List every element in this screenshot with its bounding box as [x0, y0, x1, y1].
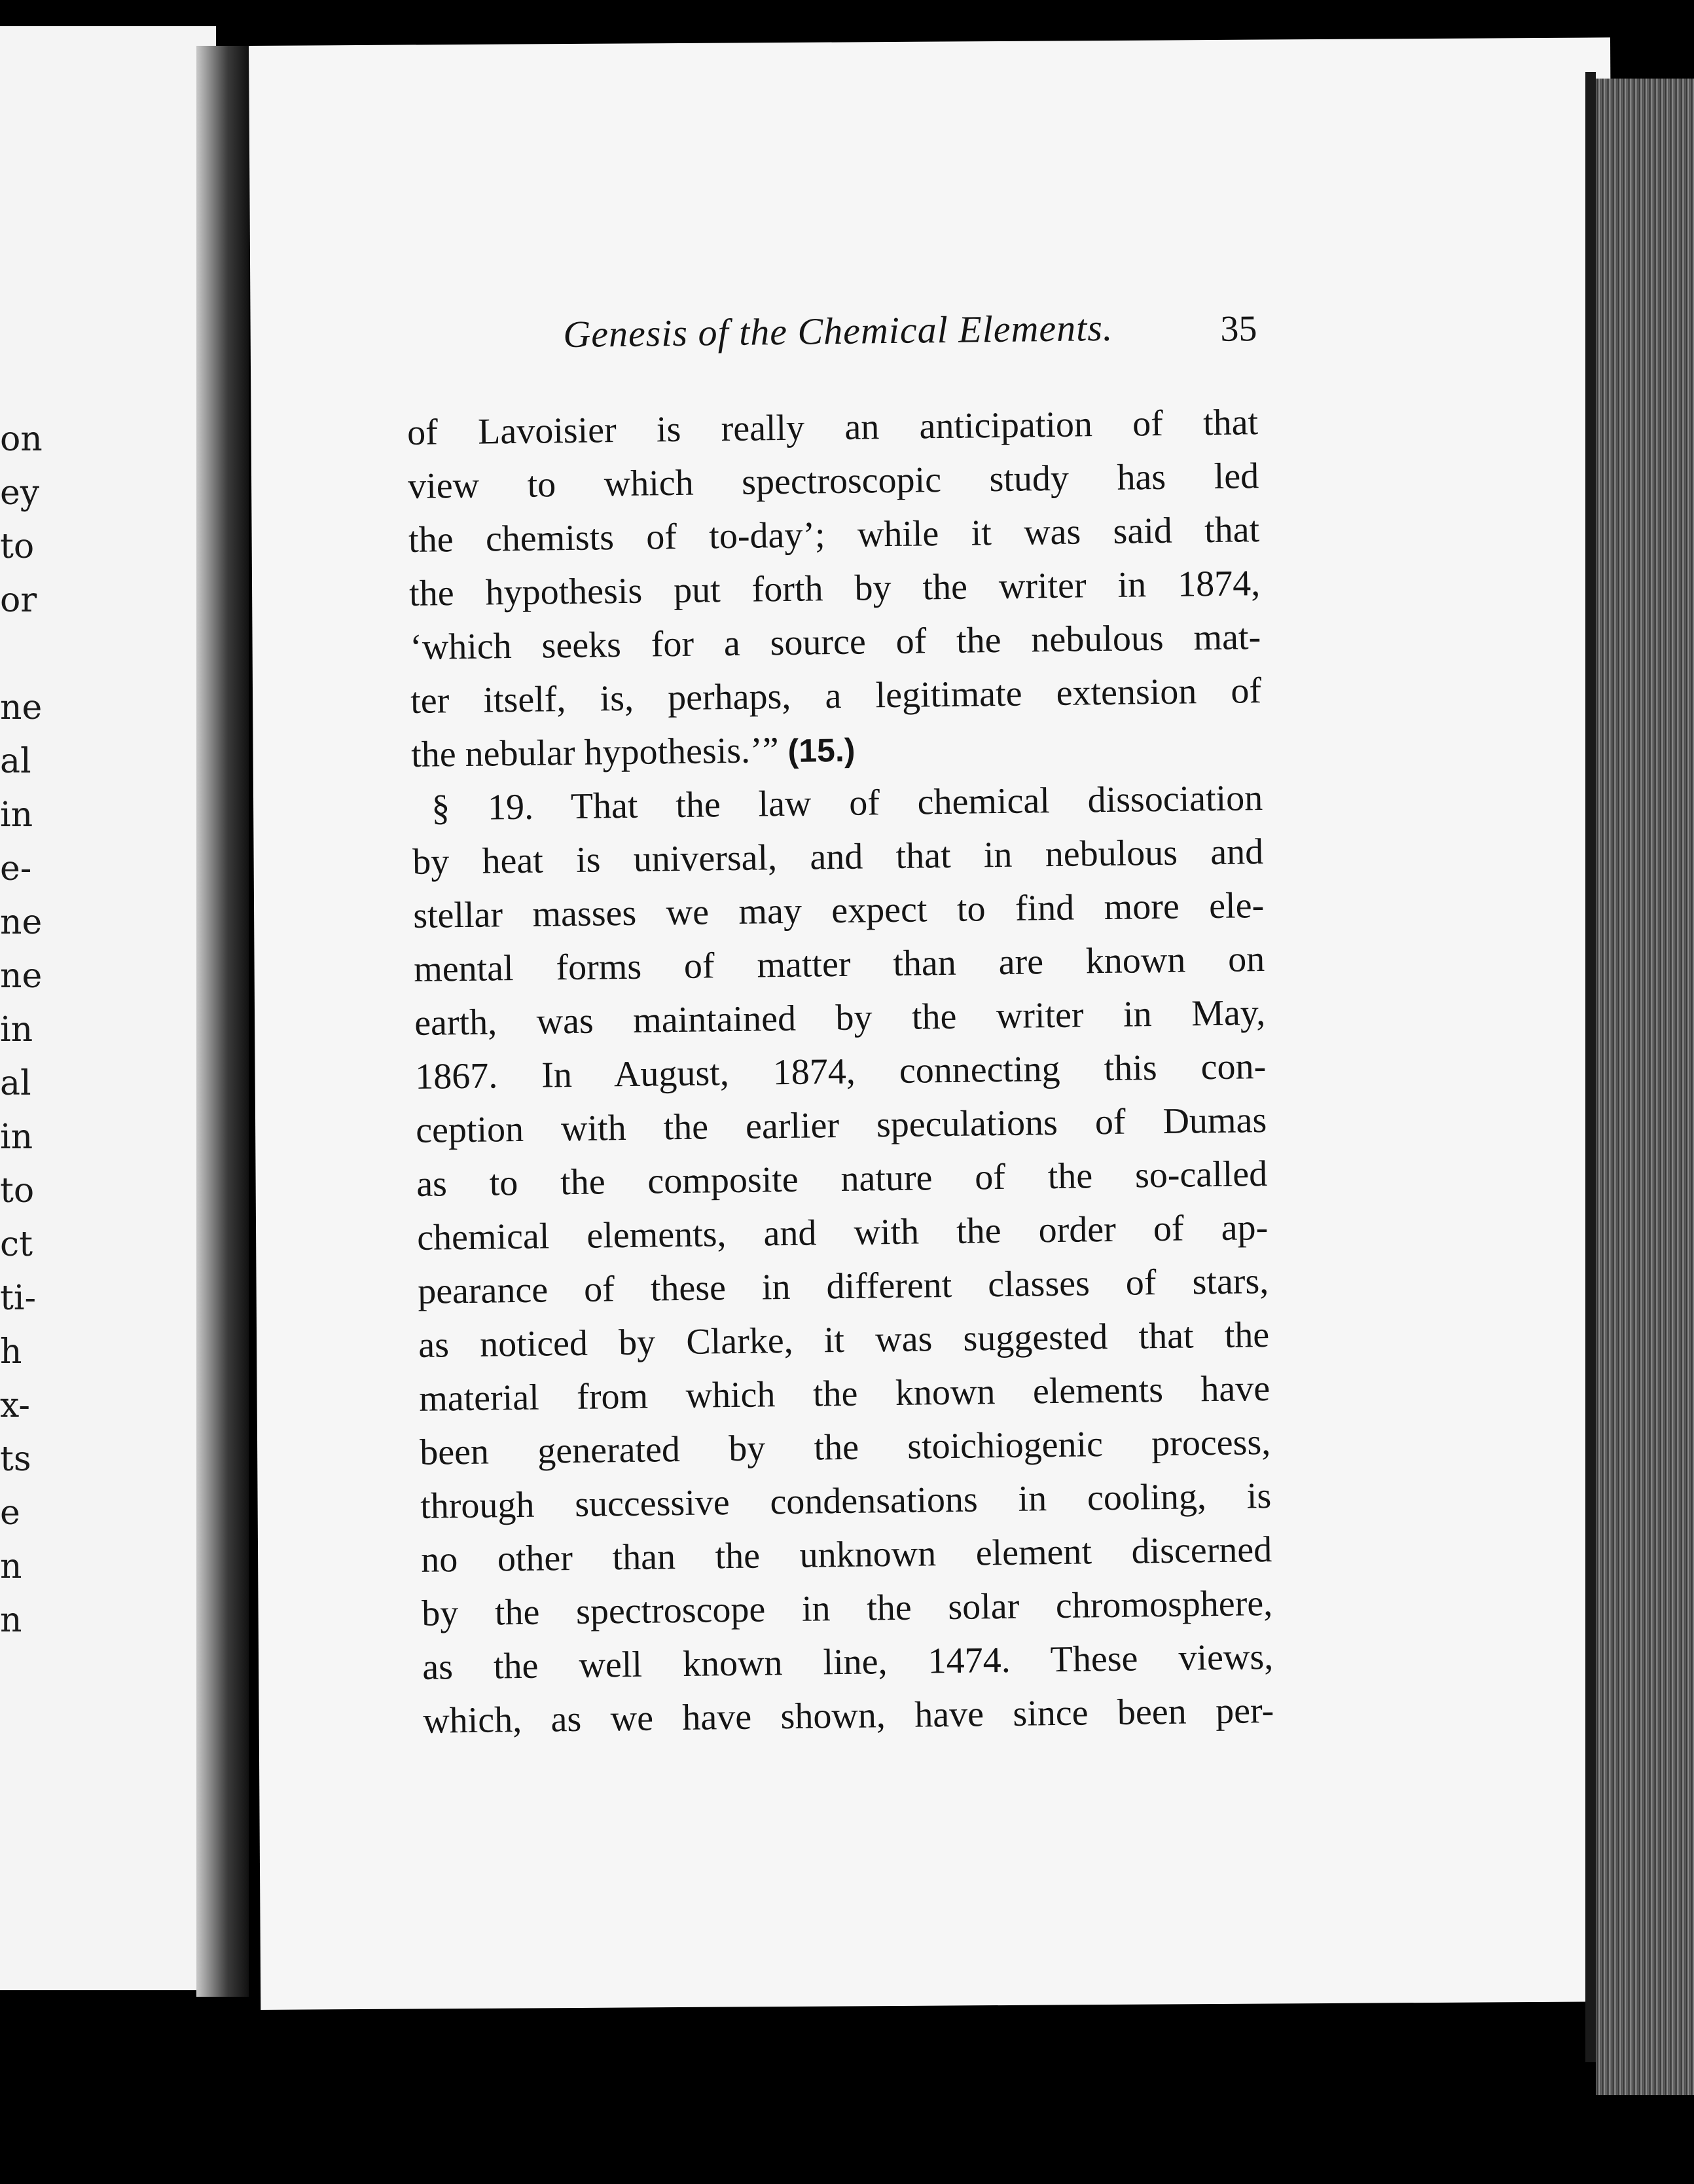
left-fragment: ti- [0, 1279, 37, 1318]
left-fragment: in [0, 1118, 33, 1157]
left-fragment: to [0, 527, 35, 566]
left-fragment: e [0, 1493, 20, 1533]
left-fragment: in [0, 795, 33, 835]
left-fragment: to [0, 1171, 35, 1210]
left-fragment: in [0, 1010, 33, 1049]
body-text [407, 395, 1274, 1748]
text-line: earth, was maintained by the writer in May, [414, 992, 1266, 1044]
left-fragment: ne [0, 903, 43, 942]
left-page [0, 26, 216, 1990]
paragraph-start-line: § 19. That the law of chemical dissociation [431, 778, 1263, 829]
book-gutter-shadow [196, 46, 249, 1997]
text-line-with-reference [411, 718, 1263, 782]
text-line: as to the composite nature of the so-called [416, 1154, 1268, 1205]
left-fragment: e- [0, 849, 32, 888]
text-line: the chemists of to-day’; while it was said that [408, 509, 1260, 560]
text-line: through successive condensations in cooling, is [420, 1475, 1272, 1527]
left-fragment: on [0, 420, 43, 459]
left-page-text-fragments [0, 412, 92, 1647]
left-fragment: n [0, 1547, 22, 1586]
left-fragment: ey [0, 473, 40, 513]
left-fragment: ne [0, 956, 43, 996]
text-line: of Lavoisier is really an anticipation of that [406, 402, 1259, 453]
left-fragment: h [0, 1332, 22, 1372]
left-fragment: or [0, 581, 37, 620]
text-line: view to which spectroscopic study has led [407, 456, 1259, 507]
left-fragment: ne [0, 688, 43, 727]
left-fragment: n [0, 1601, 22, 1640]
running-head: Genesis of the Chemical Elements. [562, 306, 1113, 356]
text-line: stellar masses we may expect to find more ele- [412, 885, 1265, 936]
book-page-edges [1596, 79, 1694, 2095]
text-line: as noticed by Clarke, it was suggested that the [418, 1315, 1270, 1366]
text-line: mental forms of matter than are known on [413, 939, 1265, 990]
reference-number: (15.) [787, 731, 856, 769]
left-fragment: ts [0, 1440, 31, 1479]
left-fragment: ct [0, 1225, 33, 1264]
left-fragment: al [0, 742, 31, 781]
page-number: 35 [1219, 308, 1257, 350]
text-line: pearance of these in different classes of stars, [417, 1261, 1269, 1312]
text-line: as the well known line, 1474. These views, [422, 1636, 1274, 1688]
text-line-content: the nebular hypothesis.’” [410, 730, 779, 775]
page-header [406, 304, 1257, 373]
text-line: by the spectroscope in the solar chromosphere, [421, 1582, 1273, 1634]
text-line: ter itself, is, perhaps, a legitimate extension of [410, 670, 1262, 721]
text-line: chemical elements, and with the order of ap- [416, 1207, 1269, 1258]
page-edge-shadow [1585, 72, 1596, 2062]
left-fragment: al [0, 1064, 31, 1103]
text-line: by heat is universal, and that in nebulous and [412, 831, 1264, 883]
text-line: which, as we have shown, have since been per- [422, 1690, 1274, 1741]
left-fragment: x- [0, 1386, 30, 1425]
left-fragment [0, 627, 92, 681]
text-line: no other than the unknown element discerned [420, 1529, 1272, 1580]
text-line: ception with the earlier speculations of Dumas [415, 1100, 1267, 1151]
page-text-block [406, 304, 1274, 1748]
text-line: material from which the known elements have [418, 1368, 1270, 1419]
text-line: the hypothesis put forth by the writer in 1874, [408, 563, 1261, 614]
text-line: ‘which seeks for a source of the nebulous mat- [409, 617, 1261, 668]
text-line: 1867. In August, 1874, connecting this con- [414, 1046, 1267, 1097]
text-line: been generated by the stoichiogenic process, [419, 1421, 1271, 1473]
